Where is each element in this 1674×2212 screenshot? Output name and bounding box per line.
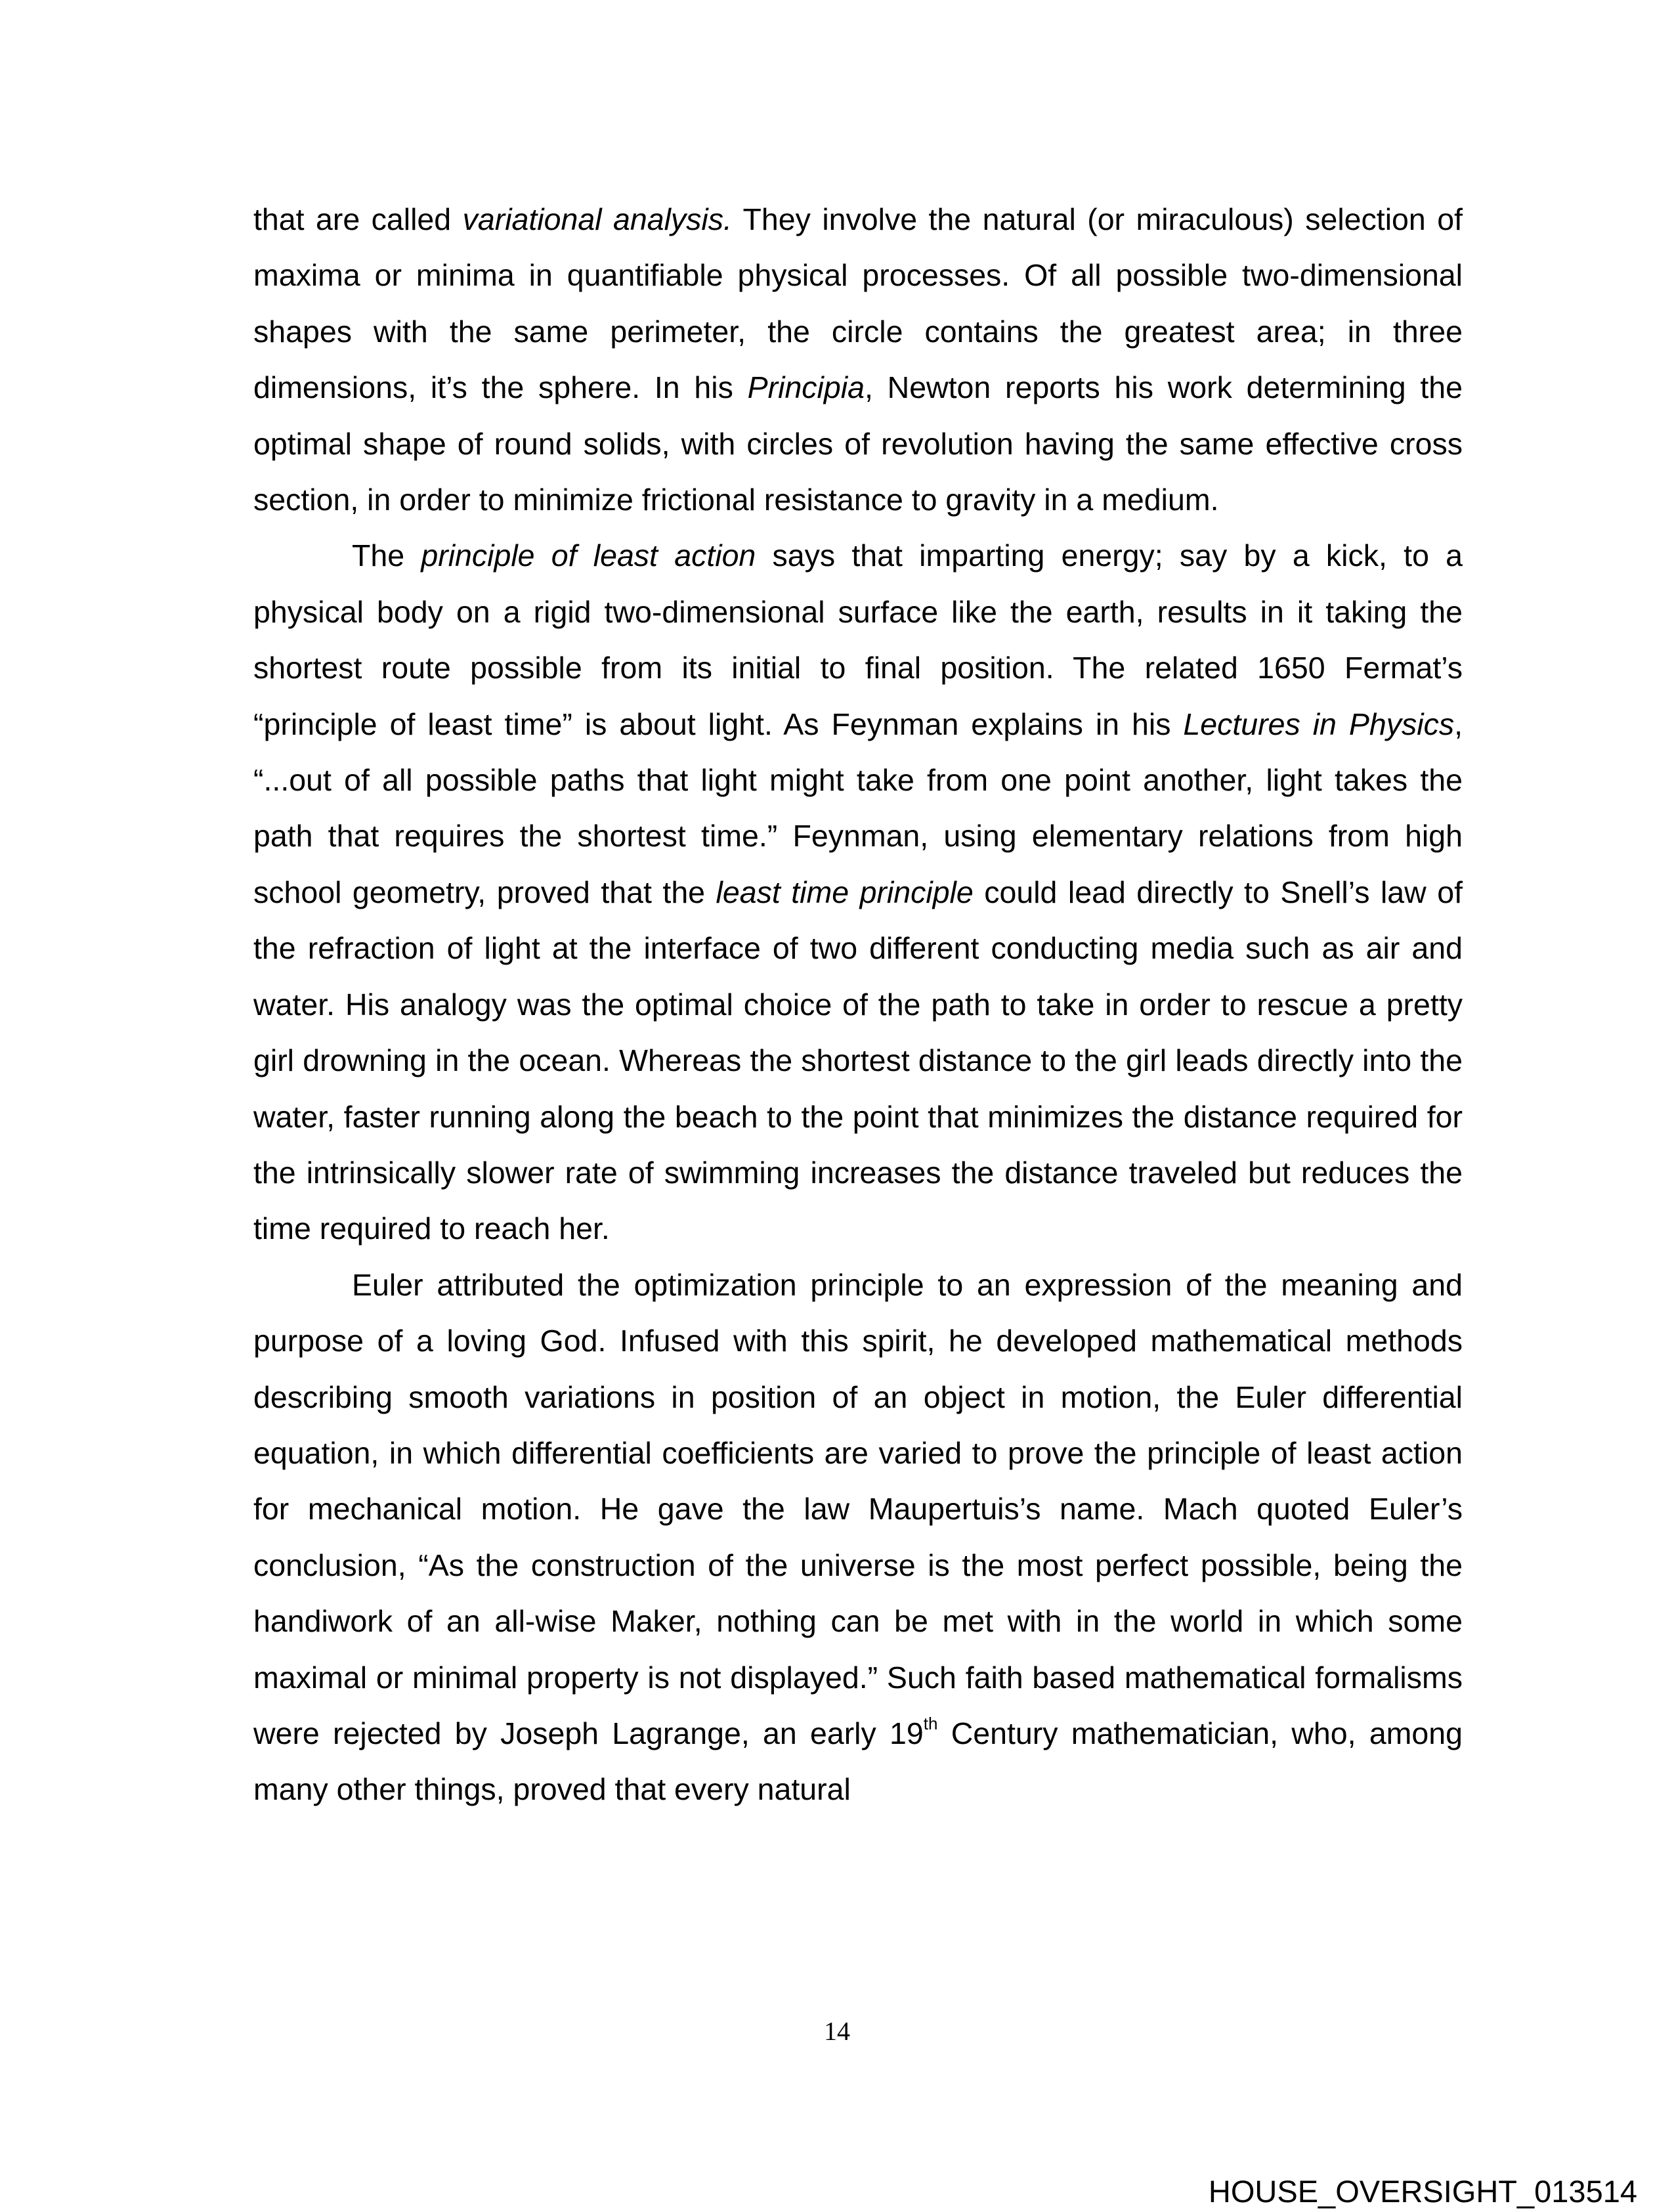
bates-stamp: HOUSE_OVERSIGHT_013514 <box>1208 2174 1637 2209</box>
paragraph <box>253 528 1463 1257</box>
text-run: could lead directly to Snell’s law of the refraction of light at the interface of two different conducting media such as air and water. His analogy was the optimal choice of the path to take in order to rescue a pretty girl drowning in the ocean. Whereas the shortest distance to the girl leads directly into the water, faster running along the beach to the point that minimizes the distance required for the intrinsically slower rate of swimming increases the distance traveled but reduces the time required to reach her. <box>253 875 1463 1246</box>
italic-text: Principia <box>747 370 865 405</box>
text-run: , “...out of all possible paths that light might take from one point another, light takes the path that requires the shortest time.” Feynman, using elementary relations from high school geometry, proved that the <box>253 706 1463 909</box>
text-run: that are called <box>253 202 463 236</box>
text-run: They involve the natural (or miraculous) selection of maxima or minima in quantifiable physical processes. Of all possible two-dimensional shapes with the same perimeter, the circle contains the greatest area; in three dimensions, it’s the sphere. In his <box>253 202 1463 405</box>
text-run: , Newton reports his work determining the optimal shape of round solids, with circles of revolution having the same effective cross section, in order to minimize frictional resistance to gravity in a medium. <box>253 370 1463 517</box>
paragraph <box>253 1257 1463 1818</box>
italic-text: variational analysis. <box>462 202 732 236</box>
text-run: Euler attributed the optimization principle to an expression of the meaning and purpose of a loving God. Infused with this spirit, he developed mathematical methods describing smooth variations in position of an object in motion, the Euler differential equation, in which differential coefficients are varied to prove the principle of least action for mechanical motion. He gave the law Maupertuis’s name. Mach quoted Euler’s conclusion, “As the construction of the universe is the most perfect possible, being the handiwork of an all-wise Maker, nothing can be met with in the world in which some maximal or minimal property is not displayed.” Such faith based mathematical formalisms were rejected by Joseph Lagrange, an early 19 <box>253 1267 1463 1750</box>
paragraph <box>253 192 1463 528</box>
text-run: says that imparting energy; say by a kick, to a physical body on a rigid two-dimensional surface like the earth, results in it taking the shortest route possible from its initial to final position. The related 1650 Fermat’s “principle of least time” is about light. As Feynman explains in his <box>253 538 1463 741</box>
text-run: The <box>352 538 421 573</box>
text-run: Century mathematician, who, among many other things, proved that every natural <box>253 1716 1463 1807</box>
italic-text: least time principle <box>716 875 974 909</box>
italic-text: Lectures in Physics <box>1183 706 1455 741</box>
italic-text: principle of least action <box>421 538 756 573</box>
superscript-text: th <box>923 1713 938 1733</box>
page-number: 14 <box>824 2016 850 2046</box>
body-text <box>253 192 1463 1818</box>
